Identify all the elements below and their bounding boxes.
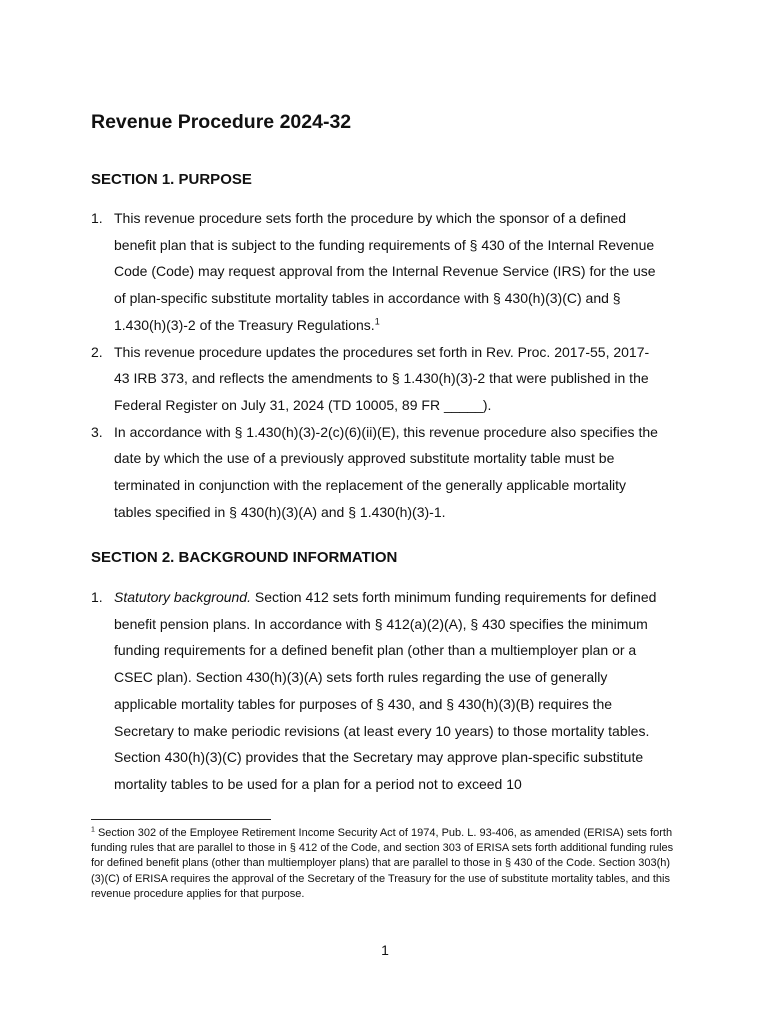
footnote-divider [91, 819, 271, 820]
section-2-heading: SECTION 2. BACKGROUND INFORMATION [91, 549, 398, 566]
list-item-text: This revenue procedure sets forth the procedure by which the sponsor of a defined benefit plan that is subject to the funding requirements of § 430 of the Internal Revenue Code (Code) may request approval from the Internal Revenue Service (IRS) for the use of plan-specific substitute mortality tables in accordance with § 430(h)(3)(C) and § 1.430(h)(3)-2 of the Treasury Regulations. [114, 210, 656, 333]
page-number: 1 [381, 942, 389, 958]
footnote [91, 826, 681, 902]
document-title: Revenue Procedure 2024-32 [91, 111, 352, 133]
list-item [91, 419, 661, 526]
list-item-text: In accordance with § 1.430(h)(3)-2(c)(6)(ii)(E), this revenue procedure also specifies the date by which the use of a previously approved substitute mortality table must be terminated in conjunction with the replacement of the generally applicable mortality tables specified in § 430(h)(3)(A) and § 1.430(h)(3)-1. [114, 423, 658, 520]
list-item-text: This revenue procedure updates the procedures set forth in Rev. Proc. 2017-55, 2017-43 IRB 373, and reflects the amendments to § 1.430(h)(3)-2 that were published in the Federal Register on July 31, 2024 (TD 10005, 89 FR _____). [114, 343, 650, 413]
section-1-list [91, 205, 661, 525]
list-item [91, 339, 661, 419]
footnote-marker: 1 [91, 826, 95, 834]
list-item-number: 1. [91, 589, 103, 605]
list-item [91, 584, 661, 798]
list-item-lead: Statutory background. [114, 589, 251, 605]
section-2-list [91, 584, 661, 798]
footnote-text: Section 302 of the Employee Retirement Income Security Act of 1974, Pub. L. 93-406, as amended (ERISA) sets forth funding rules that are parallel to those in § 412 of the Code, and section 303 of ERISA sets forth additional funding rules for defined benefit plans (other than multiemployer plans) that are parallel to those in § 430 of the Code. Section 303(h)(3)(C) of ERISA requires the approval of the Secretary of the Treasury for the use of substitute mortality tables, and this revenue procedure applies for that purpose. [91, 827, 674, 900]
list-item-number: 2. [91, 343, 103, 360]
list-item-number: 3. [91, 423, 103, 440]
section-1-heading: SECTION 1. PURPOSE [91, 171, 252, 188]
list-item-text: Section 412 sets forth minimum funding requirements for defined benefit pension plans. In accordance with § 412(a)(2)(A), § 430 specifies the minimum funding requirements for a defined benefit plan (other than a multiemployer plan or a CSEC plan). Section 430(h)(3)(A) sets forth rules regarding the use of generally applicable mortality tables for purposes of § 430, and § 430(h)(3)(B) requires the Secretary to make periodic revisions (at least every 10 years) to those mortality tables. Section 430(h)(3)(C) provides that the Secretary may approve plan-specific substitute mortality tables to be used for a plan for a period not to exceed 10 [114, 589, 657, 792]
footnote-reference[interactable]: 1 [374, 316, 380, 327]
list-item [91, 205, 661, 339]
list-item-number: 1. [91, 210, 103, 226]
